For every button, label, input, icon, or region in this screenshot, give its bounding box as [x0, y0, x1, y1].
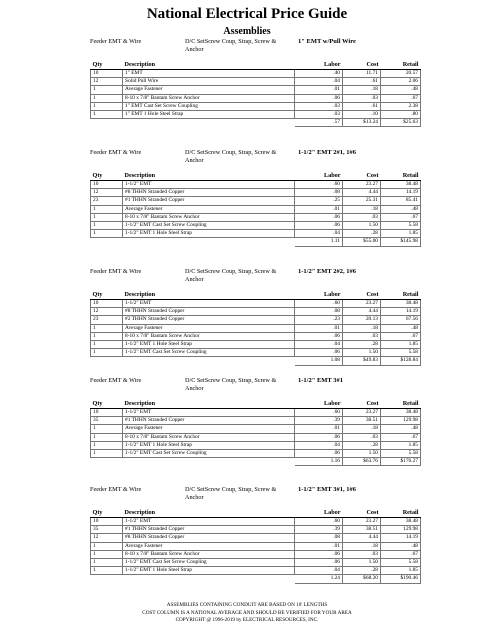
cell-retail: 1.85: [381, 340, 421, 348]
cell-retail: .67: [381, 94, 421, 102]
cell-qty: 23: [91, 316, 123, 324]
cell-cost: .03: [343, 213, 381, 221]
cell-labor: .06: [295, 221, 343, 229]
column-header-labor: Labor: [295, 399, 343, 409]
column-header-cost: Cost: [343, 399, 381, 409]
cell-cost: .18: [343, 324, 381, 332]
cell-description: 1-1/2" EMT: [123, 300, 295, 308]
cell-cost: .03: [343, 94, 381, 102]
table-row: [91, 441, 421, 449]
coupling-label: D/C SetScrew Coup, Strap, Screw & Anchor: [185, 268, 277, 283]
cell-cost: .18: [343, 425, 381, 433]
cell-qty: 10: [91, 181, 123, 189]
table-row: [91, 542, 421, 550]
total-cost: $63.76: [343, 458, 381, 466]
cell-description: 1-1/2" EMT Cast Set Screw Coupling: [123, 221, 295, 229]
feeder-label: Feeder EMT & Wire: [90, 377, 142, 384]
table-row: [91, 417, 421, 425]
cell-cost: 1.50: [343, 449, 381, 457]
cell-retail: 2.06: [381, 78, 421, 86]
cell-cost: 11.71: [343, 70, 381, 78]
table-header-row: [91, 399, 421, 409]
cell-cost: .18: [343, 542, 381, 550]
assembly-size-label: 1" EMT w/Pull Wire: [298, 38, 356, 45]
assembly-table: [90, 60, 421, 127]
footer-line: COPYRIGHT @ 1996-2019 by ELECTRICAL RESOURCES, INC.: [175, 617, 319, 623]
cell-cost: 4.44: [343, 189, 381, 197]
cell-qty: 1: [91, 449, 123, 457]
total-labor: 1.16: [295, 458, 343, 466]
cell-description: 1" EMT 1 Hole Steel Strap: [123, 110, 295, 118]
cell-qty: 10: [91, 70, 123, 78]
coupling-label: D/C SetScrew Coup, Strap, Screw & Anchor: [185, 38, 277, 53]
total-labor: .57: [295, 119, 343, 127]
cell-description: Average Fastener: [123, 324, 295, 332]
cell-cost: .28: [343, 340, 381, 348]
column-header-description: Description: [123, 171, 295, 181]
assembly-size-label: 1-1/2" EMT 3#1, 1#6: [298, 486, 357, 493]
total-cost: $68.20: [343, 575, 381, 583]
total-cost: $49.83: [343, 357, 381, 365]
column-header-qty: Qty: [91, 290, 123, 300]
cell-cost: 23.27: [343, 300, 381, 308]
assembly-section: [90, 377, 420, 466]
cell-labor: .60: [295, 518, 343, 526]
assembly-table: [90, 171, 421, 247]
total-spacer: [123, 238, 295, 246]
table-row: [91, 340, 421, 348]
cell-qty: 1: [91, 94, 123, 102]
cell-qty: 10: [91, 300, 123, 308]
assembly-size-label: 1-1/2" EMT 2#2, 1#6: [298, 268, 357, 275]
section-header: [90, 486, 420, 508]
cell-labor: .01: [295, 425, 343, 433]
cell-cost: .28: [343, 230, 381, 238]
column-header-cost: Cost: [343, 60, 381, 70]
cell-labor: .01: [295, 324, 343, 332]
total-retail: $176.27: [381, 458, 421, 466]
cell-qty: 1: [91, 102, 123, 110]
cell-description: 1-1/2" EMT 1 Hole Steel Strap: [123, 230, 295, 238]
cell-qty: 23: [91, 197, 123, 205]
cell-cost: .03: [343, 550, 381, 558]
cell-qty: 12: [91, 189, 123, 197]
cell-labor: .04: [295, 230, 343, 238]
column-header-cost: Cost: [343, 290, 381, 300]
cell-retail: .48: [381, 324, 421, 332]
total-spacer: [91, 119, 123, 127]
column-header-labor: Labor: [295, 508, 343, 518]
column-header-qty: Qty: [91, 60, 123, 70]
cell-labor: .06: [295, 332, 343, 340]
feeder-label: Feeder EMT & Wire: [90, 486, 142, 493]
table-row: [91, 332, 421, 340]
cell-qty: 1: [91, 324, 123, 332]
footer-line: ASSEMBLIES CONTAINING CONDUIT ARE BASED ON 10' LENGTHS: [166, 602, 328, 608]
cell-description: Solid Pull Wire: [123, 78, 295, 86]
cell-qty: 12: [91, 534, 123, 542]
table-row: [91, 230, 421, 238]
cell-labor: .06: [295, 558, 343, 566]
cell-description: #8 THHN Stranded Copper: [123, 308, 295, 316]
cell-labor: .04: [295, 340, 343, 348]
cell-retail: .48: [381, 205, 421, 213]
total-labor: 1.11: [295, 238, 343, 246]
total-spacer: [123, 357, 295, 365]
assembly-table: [90, 290, 421, 366]
total-row: [91, 357, 421, 365]
cell-retail: 5.58: [381, 558, 421, 566]
cell-labor: .60: [295, 181, 343, 189]
column-header-retail: Retail: [381, 171, 421, 181]
cell-description: #1 THHN Stranded Copper: [123, 417, 295, 425]
cell-retail: 14.19: [381, 189, 421, 197]
cell-retail: .67: [381, 332, 421, 340]
table-row: [91, 518, 421, 526]
cell-cost: .10: [343, 110, 381, 118]
assembly-section: [90, 268, 420, 366]
coupling-label: D/C SetScrew Coup, Strap, Screw & Anchor: [185, 377, 277, 392]
cell-cost: 1.50: [343, 221, 381, 229]
cell-qty: 1: [91, 567, 123, 575]
feeder-label: Feeder EMT & Wire: [90, 149, 142, 156]
cell-qty: 1: [91, 433, 123, 441]
cell-labor: .40: [295, 70, 343, 78]
cell-retail: 1.85: [381, 230, 421, 238]
cell-labor: .60: [295, 409, 343, 417]
table-row: [91, 189, 421, 197]
cell-description: 1-1/2" EMT Cast Set Screw Coupling: [123, 349, 295, 357]
cell-retail: 5.58: [381, 349, 421, 357]
cell-qty: 12: [91, 78, 123, 86]
table-row: [91, 221, 421, 229]
cell-qty: 35: [91, 417, 123, 425]
cell-retail: 129.98: [381, 526, 421, 534]
feeder-label: Feeder EMT & Wire: [90, 268, 142, 275]
cell-description: 1-1/2" EMT Cast Set Screw Coupling: [123, 558, 295, 566]
table-row: [91, 349, 421, 357]
total-spacer: [91, 357, 123, 365]
cell-cost: .61: [343, 102, 381, 110]
assembly-size-label: 1-1/2" EMT 2#1, 1#6: [298, 149, 357, 156]
cell-qty: 1: [91, 110, 123, 118]
cell-qty: 10: [91, 409, 123, 417]
assembly-table: [90, 399, 421, 466]
cell-cost: 1.50: [343, 349, 381, 357]
cell-labor: .23: [295, 316, 343, 324]
cell-retail: .67: [381, 433, 421, 441]
total-spacer: [123, 575, 295, 583]
cell-retail: 1.85: [381, 567, 421, 575]
cell-qty: 12: [91, 308, 123, 316]
column-header-retail: Retail: [381, 508, 421, 518]
cell-labor: .39: [295, 417, 343, 425]
total-labor: 1.08: [295, 357, 343, 365]
cell-qty: 1: [91, 441, 123, 449]
cell-labor: .01: [295, 542, 343, 550]
total-retail: $128.84: [381, 357, 421, 365]
cell-cost: .18: [343, 205, 381, 213]
cell-retail: 67.56: [381, 316, 421, 324]
cell-description: #1 THHN Stranded Copper: [123, 197, 295, 205]
cell-cost: 38.51: [343, 417, 381, 425]
total-row: [91, 458, 421, 466]
cell-description: 8-10 x 7/8" Bantam Screw Anchor: [123, 433, 295, 441]
cell-description: 1-1/2" EMT Cast Set Screw Coupling: [123, 449, 295, 457]
total-spacer: [91, 238, 123, 246]
cell-retail: 2.38: [381, 102, 421, 110]
total-row: [91, 575, 421, 583]
cell-description: 1-1/2" EMT: [123, 409, 295, 417]
cell-labor: .04: [295, 567, 343, 575]
column-header-description: Description: [123, 508, 295, 518]
cell-labor: .03: [295, 102, 343, 110]
cell-labor: .39: [295, 526, 343, 534]
cell-labor: .06: [295, 550, 343, 558]
table-row: [91, 86, 421, 94]
cell-cost: .28: [343, 441, 381, 449]
total-retail: $145.98: [381, 238, 421, 246]
cell-retail: .80: [381, 110, 421, 118]
total-cost: $13.24: [343, 119, 381, 127]
table-row: [91, 102, 421, 110]
assembly-section: [90, 486, 420, 584]
cell-qty: 1: [91, 542, 123, 550]
cell-cost: .28: [343, 567, 381, 575]
column-header-retail: Retail: [381, 399, 421, 409]
cell-retail: 85.41: [381, 197, 421, 205]
cell-labor: .06: [295, 449, 343, 457]
cell-qty: 1: [91, 86, 123, 94]
column-header-description: Description: [123, 399, 295, 409]
cell-retail: 5.58: [381, 449, 421, 457]
cell-retail: 38.48: [381, 409, 421, 417]
table-row: [91, 567, 421, 575]
cell-cost: .18: [343, 86, 381, 94]
cell-cost: 20.13: [343, 316, 381, 324]
total-spacer: [91, 458, 123, 466]
page-subtitle: Assemblies: [223, 26, 271, 37]
table-row: [91, 78, 421, 86]
feeder-label: Feeder EMT & Wire: [90, 38, 142, 45]
section-header: [90, 149, 420, 171]
cell-cost: 1.50: [343, 558, 381, 566]
cell-qty: 1: [91, 425, 123, 433]
cell-cost: 38.51: [343, 526, 381, 534]
cell-retail: 5.58: [381, 221, 421, 229]
cell-labor: .01: [295, 86, 343, 94]
cell-retail: 14.19: [381, 534, 421, 542]
section-header: [90, 377, 420, 399]
column-header-description: Description: [123, 60, 295, 70]
total-spacer: [123, 458, 295, 466]
cell-qty: 1: [91, 213, 123, 221]
cell-description: 1-1/2" EMT 1 Hole Steel Strap: [123, 441, 295, 449]
coupling-label: D/C SetScrew Coup, Strap, Screw & Anchor: [185, 149, 277, 164]
cell-labor: .04: [295, 441, 343, 449]
cell-retail: .67: [381, 550, 421, 558]
cell-description: #1 THHN Stranded Copper: [123, 526, 295, 534]
coupling-label: D/C SetScrew Coup, Strap, Screw & Anchor: [185, 486, 277, 501]
cell-retail: 38.48: [381, 300, 421, 308]
cell-labor: .08: [295, 189, 343, 197]
cell-description: 1-1/2" EMT 1 Hole Steel Strap: [123, 340, 295, 348]
cell-cost: 23.27: [343, 181, 381, 189]
cell-labor: .25: [295, 197, 343, 205]
assembly-section: [90, 149, 420, 247]
cell-qty: 1: [91, 205, 123, 213]
section-header: [90, 38, 420, 60]
cell-description: Average Fastener: [123, 425, 295, 433]
total-spacer: [91, 575, 123, 583]
cell-retail: .67: [381, 213, 421, 221]
total-spacer: [123, 119, 295, 127]
cell-qty: 1: [91, 221, 123, 229]
table-row: [91, 213, 421, 221]
cell-cost: .03: [343, 433, 381, 441]
cell-retail: .48: [381, 86, 421, 94]
column-header-qty: Qty: [91, 171, 123, 181]
table-row: [91, 433, 421, 441]
cell-cost: 23.27: [343, 409, 381, 417]
cell-qty: 1: [91, 230, 123, 238]
table-row: [91, 70, 421, 78]
table-header-row: [91, 60, 421, 70]
cell-retail: .48: [381, 425, 421, 433]
cell-description: 1-1/2" EMT: [123, 518, 295, 526]
table-row: [91, 110, 421, 118]
cell-labor: .08: [295, 308, 343, 316]
cell-qty: 1: [91, 332, 123, 340]
column-header-description: Description: [123, 290, 295, 300]
cell-labor: .04: [295, 78, 343, 86]
cell-cost: .03: [343, 332, 381, 340]
total-labor: 1.24: [295, 575, 343, 583]
table-header-row: [91, 508, 421, 518]
table-row: [91, 308, 421, 316]
cell-description: Average Fastener: [123, 542, 295, 550]
column-header-cost: Cost: [343, 508, 381, 518]
table-row: [91, 94, 421, 102]
table-row: [91, 449, 421, 457]
column-header-cost: Cost: [343, 171, 381, 181]
cell-qty: 35: [91, 526, 123, 534]
table-row: [91, 409, 421, 417]
total-row: [91, 238, 421, 246]
table-row: [91, 316, 421, 324]
cell-description: #8 THHN Stranded Copper: [123, 189, 295, 197]
cell-description: Average Fastener: [123, 205, 295, 213]
cell-description: 1-1/2" EMT 1 Hole Steel Strap: [123, 567, 295, 575]
cell-labor: .06: [295, 213, 343, 221]
column-header-retail: Retail: [381, 60, 421, 70]
cell-qty: 1: [91, 349, 123, 357]
cell-description: 8-10 x 7/8" Bantam Screw Anchor: [123, 94, 295, 102]
table-row: [91, 181, 421, 189]
column-header-qty: Qty: [91, 508, 123, 518]
cell-retail: 1.85: [381, 441, 421, 449]
table-header-row: [91, 290, 421, 300]
cell-description: 8-10 x 7/8" Bantam Screw Anchor: [123, 213, 295, 221]
assembly-section: [90, 38, 420, 127]
cell-labor: .06: [295, 94, 343, 102]
assembly-table: [90, 508, 421, 584]
cell-retail: 129.98: [381, 417, 421, 425]
column-header-labor: Labor: [295, 171, 343, 181]
cell-cost: 4.44: [343, 534, 381, 542]
cell-labor: .06: [295, 433, 343, 441]
cell-description: 8-10 x 7/8" Bantam Screw Anchor: [123, 550, 295, 558]
table-row: [91, 197, 421, 205]
page-title: National Electrical Price Guide: [146, 6, 348, 22]
column-header-labor: Labor: [295, 60, 343, 70]
cell-cost: 4.44: [343, 308, 381, 316]
cell-retail: .48: [381, 542, 421, 550]
cell-description: 1-1/2" EMT: [123, 181, 295, 189]
column-header-retail: Retail: [381, 290, 421, 300]
table-row: [91, 324, 421, 332]
table-row: [91, 550, 421, 558]
table-header-row: [91, 171, 421, 181]
cell-qty: 1: [91, 340, 123, 348]
total-retail: $25.63: [381, 119, 421, 127]
cell-labor: .06: [295, 349, 343, 357]
cell-labor: .03: [295, 110, 343, 118]
cell-labor: .60: [295, 300, 343, 308]
cell-retail: 38.48: [381, 181, 421, 189]
table-row: [91, 300, 421, 308]
cell-qty: 1: [91, 558, 123, 566]
column-header-labor: Labor: [295, 290, 343, 300]
cell-description: 1" EMT Cast Set Screw Coupling: [123, 102, 295, 110]
cell-cost: 23.27: [343, 518, 381, 526]
table-row: [91, 425, 421, 433]
cell-retail: 20.57: [381, 70, 421, 78]
column-header-qty: Qty: [91, 399, 123, 409]
assembly-size-label: 1-1/2" EMT 3#1: [298, 377, 344, 384]
total-row: [91, 119, 421, 127]
cell-description: 1" EMT: [123, 70, 295, 78]
table-row: [91, 205, 421, 213]
total-retail: $190.46: [381, 575, 421, 583]
footer-notes: [0, 602, 494, 625]
cell-qty: 1: [91, 550, 123, 558]
cell-retail: 14.19: [381, 308, 421, 316]
cell-description: #8 THHN Stranded Copper: [123, 534, 295, 542]
cell-description: Average Fastener: [123, 86, 295, 94]
total-cost: $55.00: [343, 238, 381, 246]
section-header: [90, 268, 420, 290]
footer-line: COST COLUMN IS A NATIONAL AVERAGE AND SHOULD BE VERIFIED FOR YOUR AREA: [142, 609, 352, 616]
table-row: [91, 558, 421, 566]
cell-cost: .61: [343, 78, 381, 86]
cell-cost: 25.31: [343, 197, 381, 205]
cell-description: #2 THHN Stranded Copper: [123, 316, 295, 324]
cell-qty: 10: [91, 518, 123, 526]
cell-retail: 38.48: [381, 518, 421, 526]
cell-labor: .08: [295, 534, 343, 542]
table-row: [91, 526, 421, 534]
cell-labor: .01: [295, 205, 343, 213]
cell-description: 8-10 x 7/8" Bantam Screw Anchor: [123, 332, 295, 340]
table-row: [91, 534, 421, 542]
